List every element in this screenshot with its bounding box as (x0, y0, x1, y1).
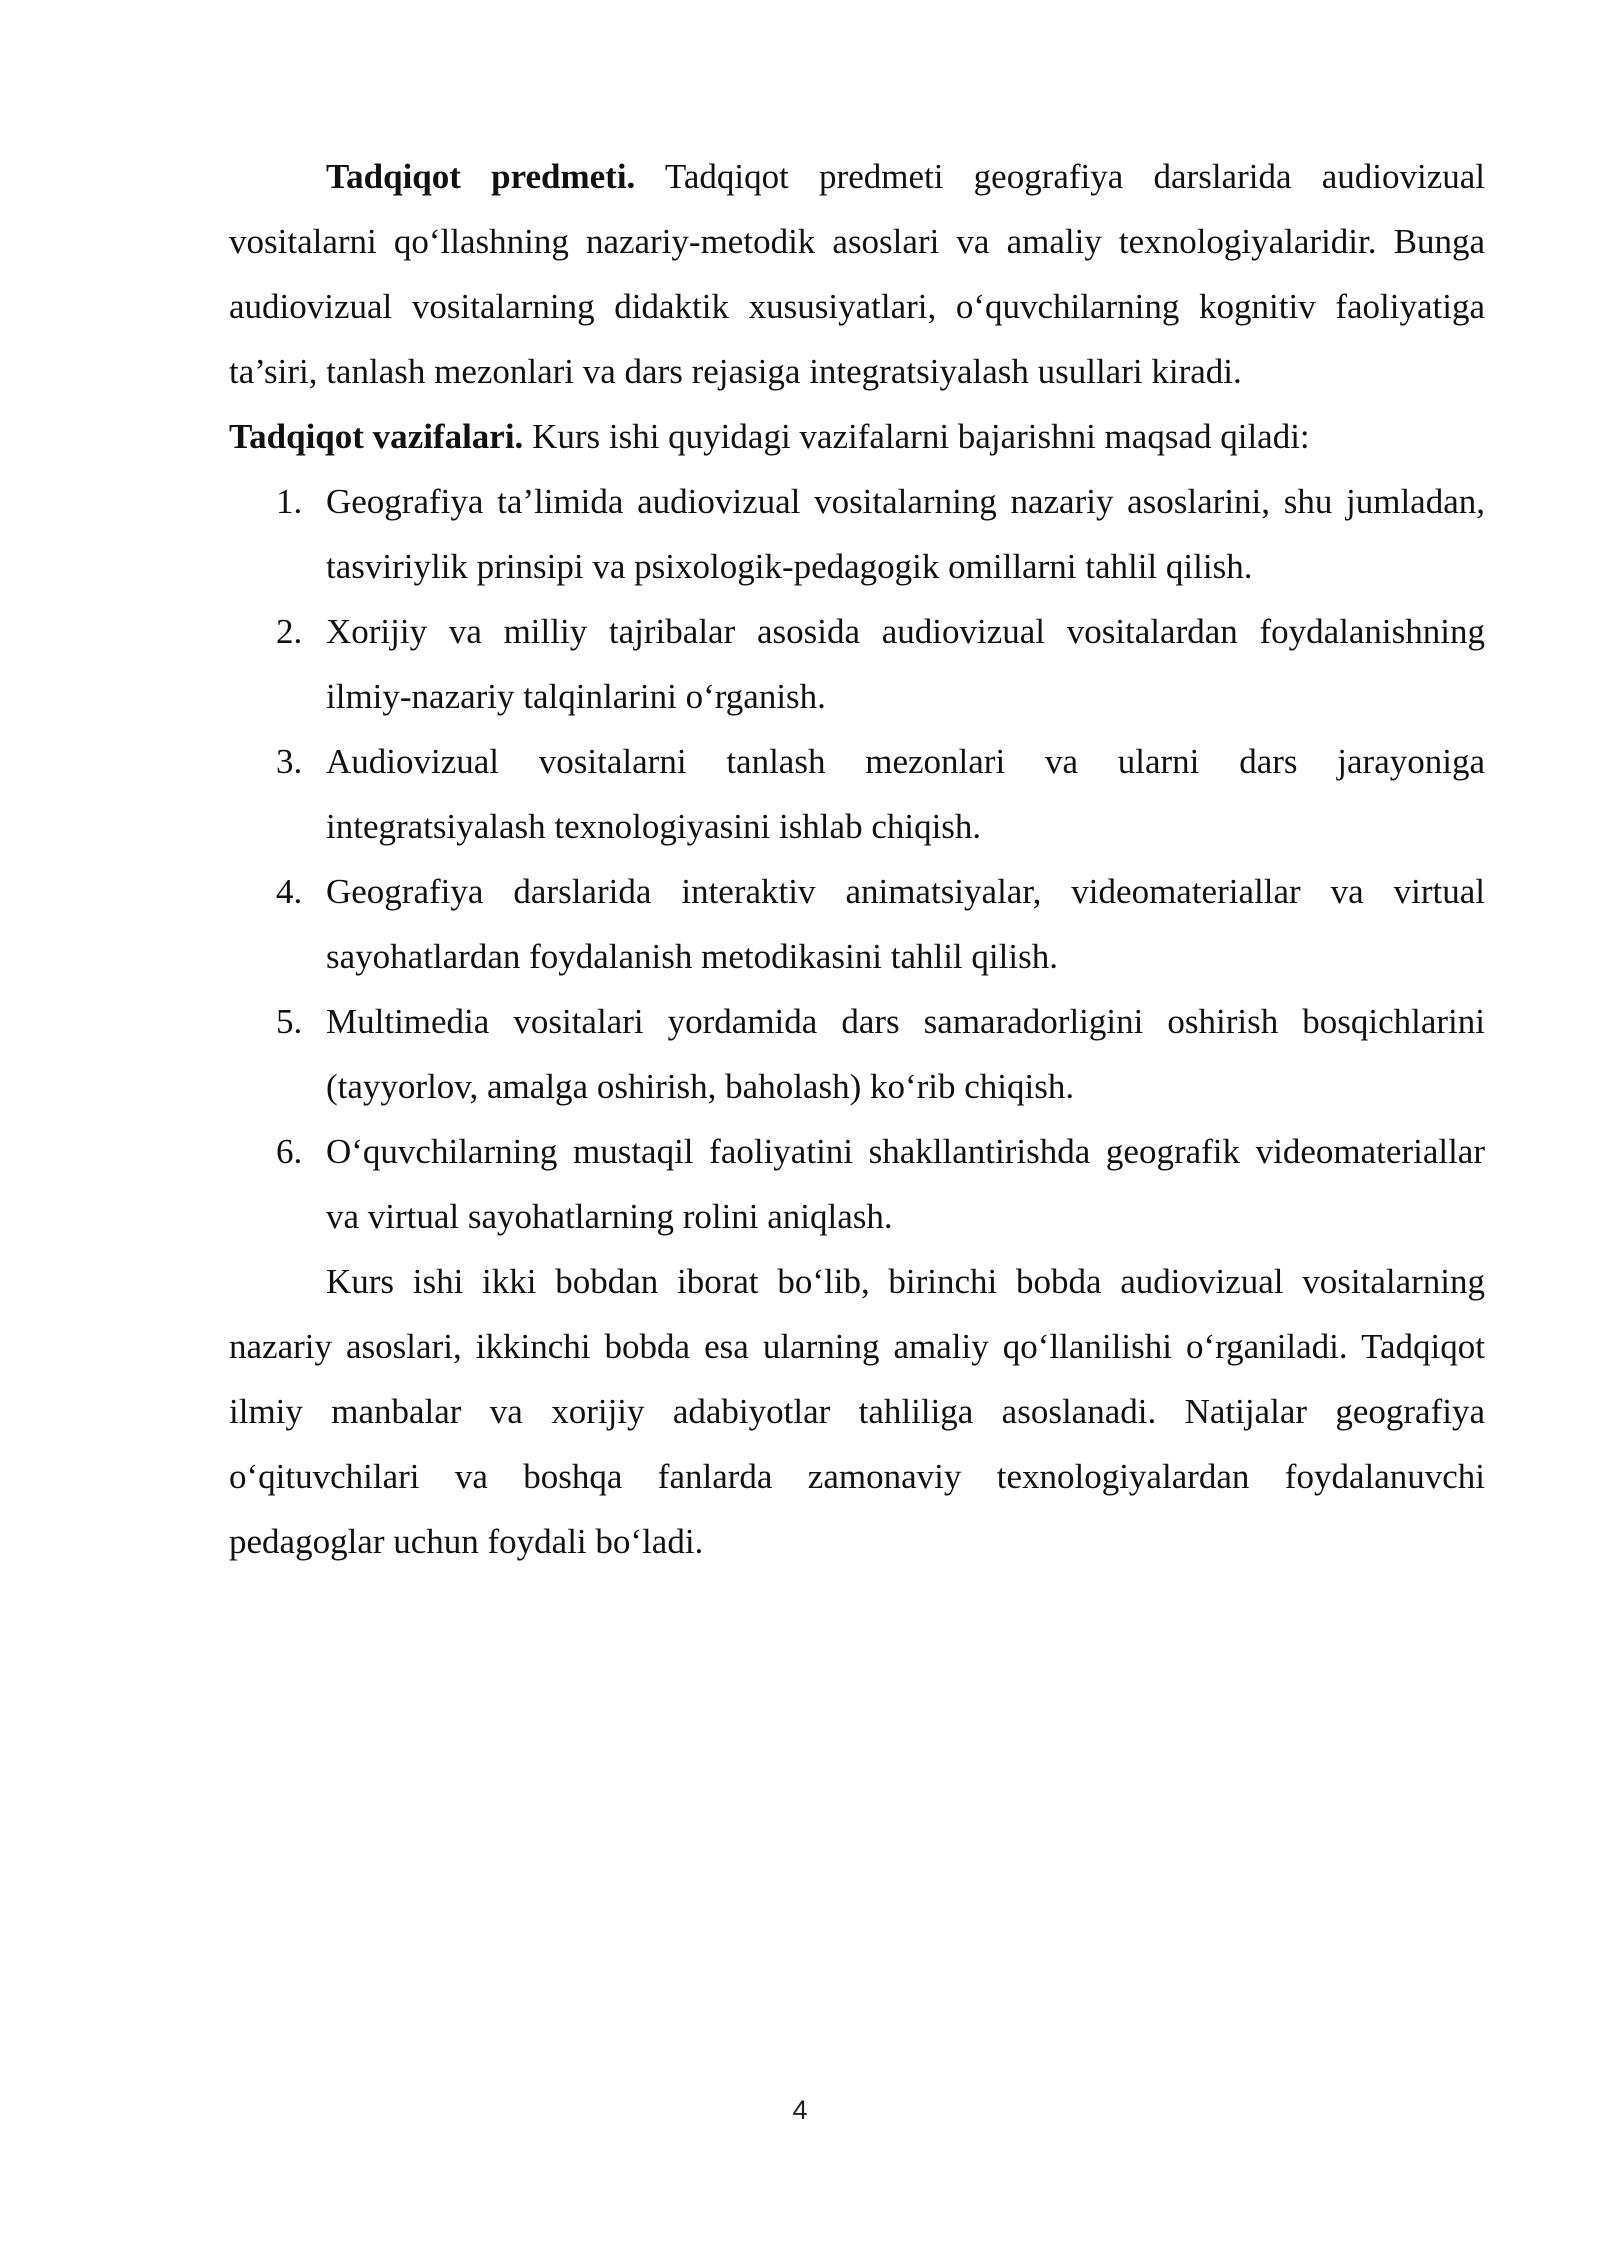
list-item (229, 469, 1485, 599)
page-content (229, 144, 1485, 1574)
tasks-intro: Kurs ishi quyidagi vazifalarni bajarishni maqsad qiladi: (532, 417, 1310, 456)
list-item (229, 989, 1485, 1119)
list-item (229, 599, 1485, 729)
list-item-number: 1. (276, 482, 303, 521)
list-item-text: Multimedia vositalari yordamida dars samaradorligini oshirish bosqichlarini (tayyorlov, amalga oshirish, baholash) ko‘rib chiqish. (326, 1002, 1485, 1106)
list-item-number: 2. (276, 612, 303, 651)
list-item (229, 859, 1485, 989)
list-item-text: Geografiya darslarida interaktiv animatsiyalar, videomateriallar va virtual sayohatlardan foydalanish metodikasini tahlil qilish. (326, 872, 1485, 976)
conclusion-paragraph: Kurs ishi ikki bobdan iborat bo‘lib, birinchi bobda audiovizual vositalarning nazariy asoslari, ikkinchi bobda esa ularning amaliy qo‘llanilishi o‘rganiladi. Tadqiqot ilmiy manbalar va xorijiy adabiyotlar tahliliga asoslanadi. Natijalar geografiya o‘qituvchilari va boshqa fanlarda zamonaviy texnologiyalardan foydalanuvchi pedagoglar uchun foydali bo‘ladi. (229, 1262, 1485, 1561)
subject-heading: Tadqiqot predmeti. (326, 157, 636, 196)
tasks-intro-paragraph (229, 404, 1485, 469)
list-item-text: O‘quvchilarning mustaqil faoliyatini shakllantirishda geografik videomateriallar va virtual sayohatlarning rolini aniqlash. (326, 1132, 1485, 1236)
list-item-number: 4. (276, 872, 303, 911)
subject-paragraph (229, 144, 1485, 404)
list-item-number: 6. (276, 1132, 303, 1171)
tasks-list (229, 469, 1485, 1249)
list-item-text: Xorijiy va milliy tajribalar asosida audiovizual vositalardan foydalanishning ilmiy-nazariy talqinlarini o‘rganish. (326, 612, 1485, 716)
tasks-heading: Tadqiqot vazifalari. (229, 417, 524, 456)
list-item (229, 729, 1485, 859)
list-item-text: Audiovizual vositalarni tanlash mezonlari va ularni dars jarayoniga integratsiyalash texnologiyasini ishlab chiqish. (326, 742, 1485, 846)
list-item-text: Geografiya ta’limida audiovizual vositalarning nazariy asoslarini, shu jumladan, tasviriylik prinsipi va psixologik-pedagogik omillarni tahlil qilish. (326, 482, 1485, 586)
list-item-number: 5. (276, 1002, 303, 1041)
subject-text: Tadqiqot predmeti geografiya darslarida audiovizual vositalarni qo‘llashning nazariy-metodik asoslari va amaliy texnologiyalaridir. Bunga audiovizual vositalarning didaktik xususiyatlari, o‘quvchilarning kognitiv faoliyatiga ta’siri, tanlash mezonlari va dars rejasiga integratsiyalash usullari kiradi. (229, 157, 1485, 391)
list-item (229, 1119, 1485, 1249)
list-item-number: 3. (276, 742, 303, 781)
page-number: 4 (792, 2095, 808, 2125)
